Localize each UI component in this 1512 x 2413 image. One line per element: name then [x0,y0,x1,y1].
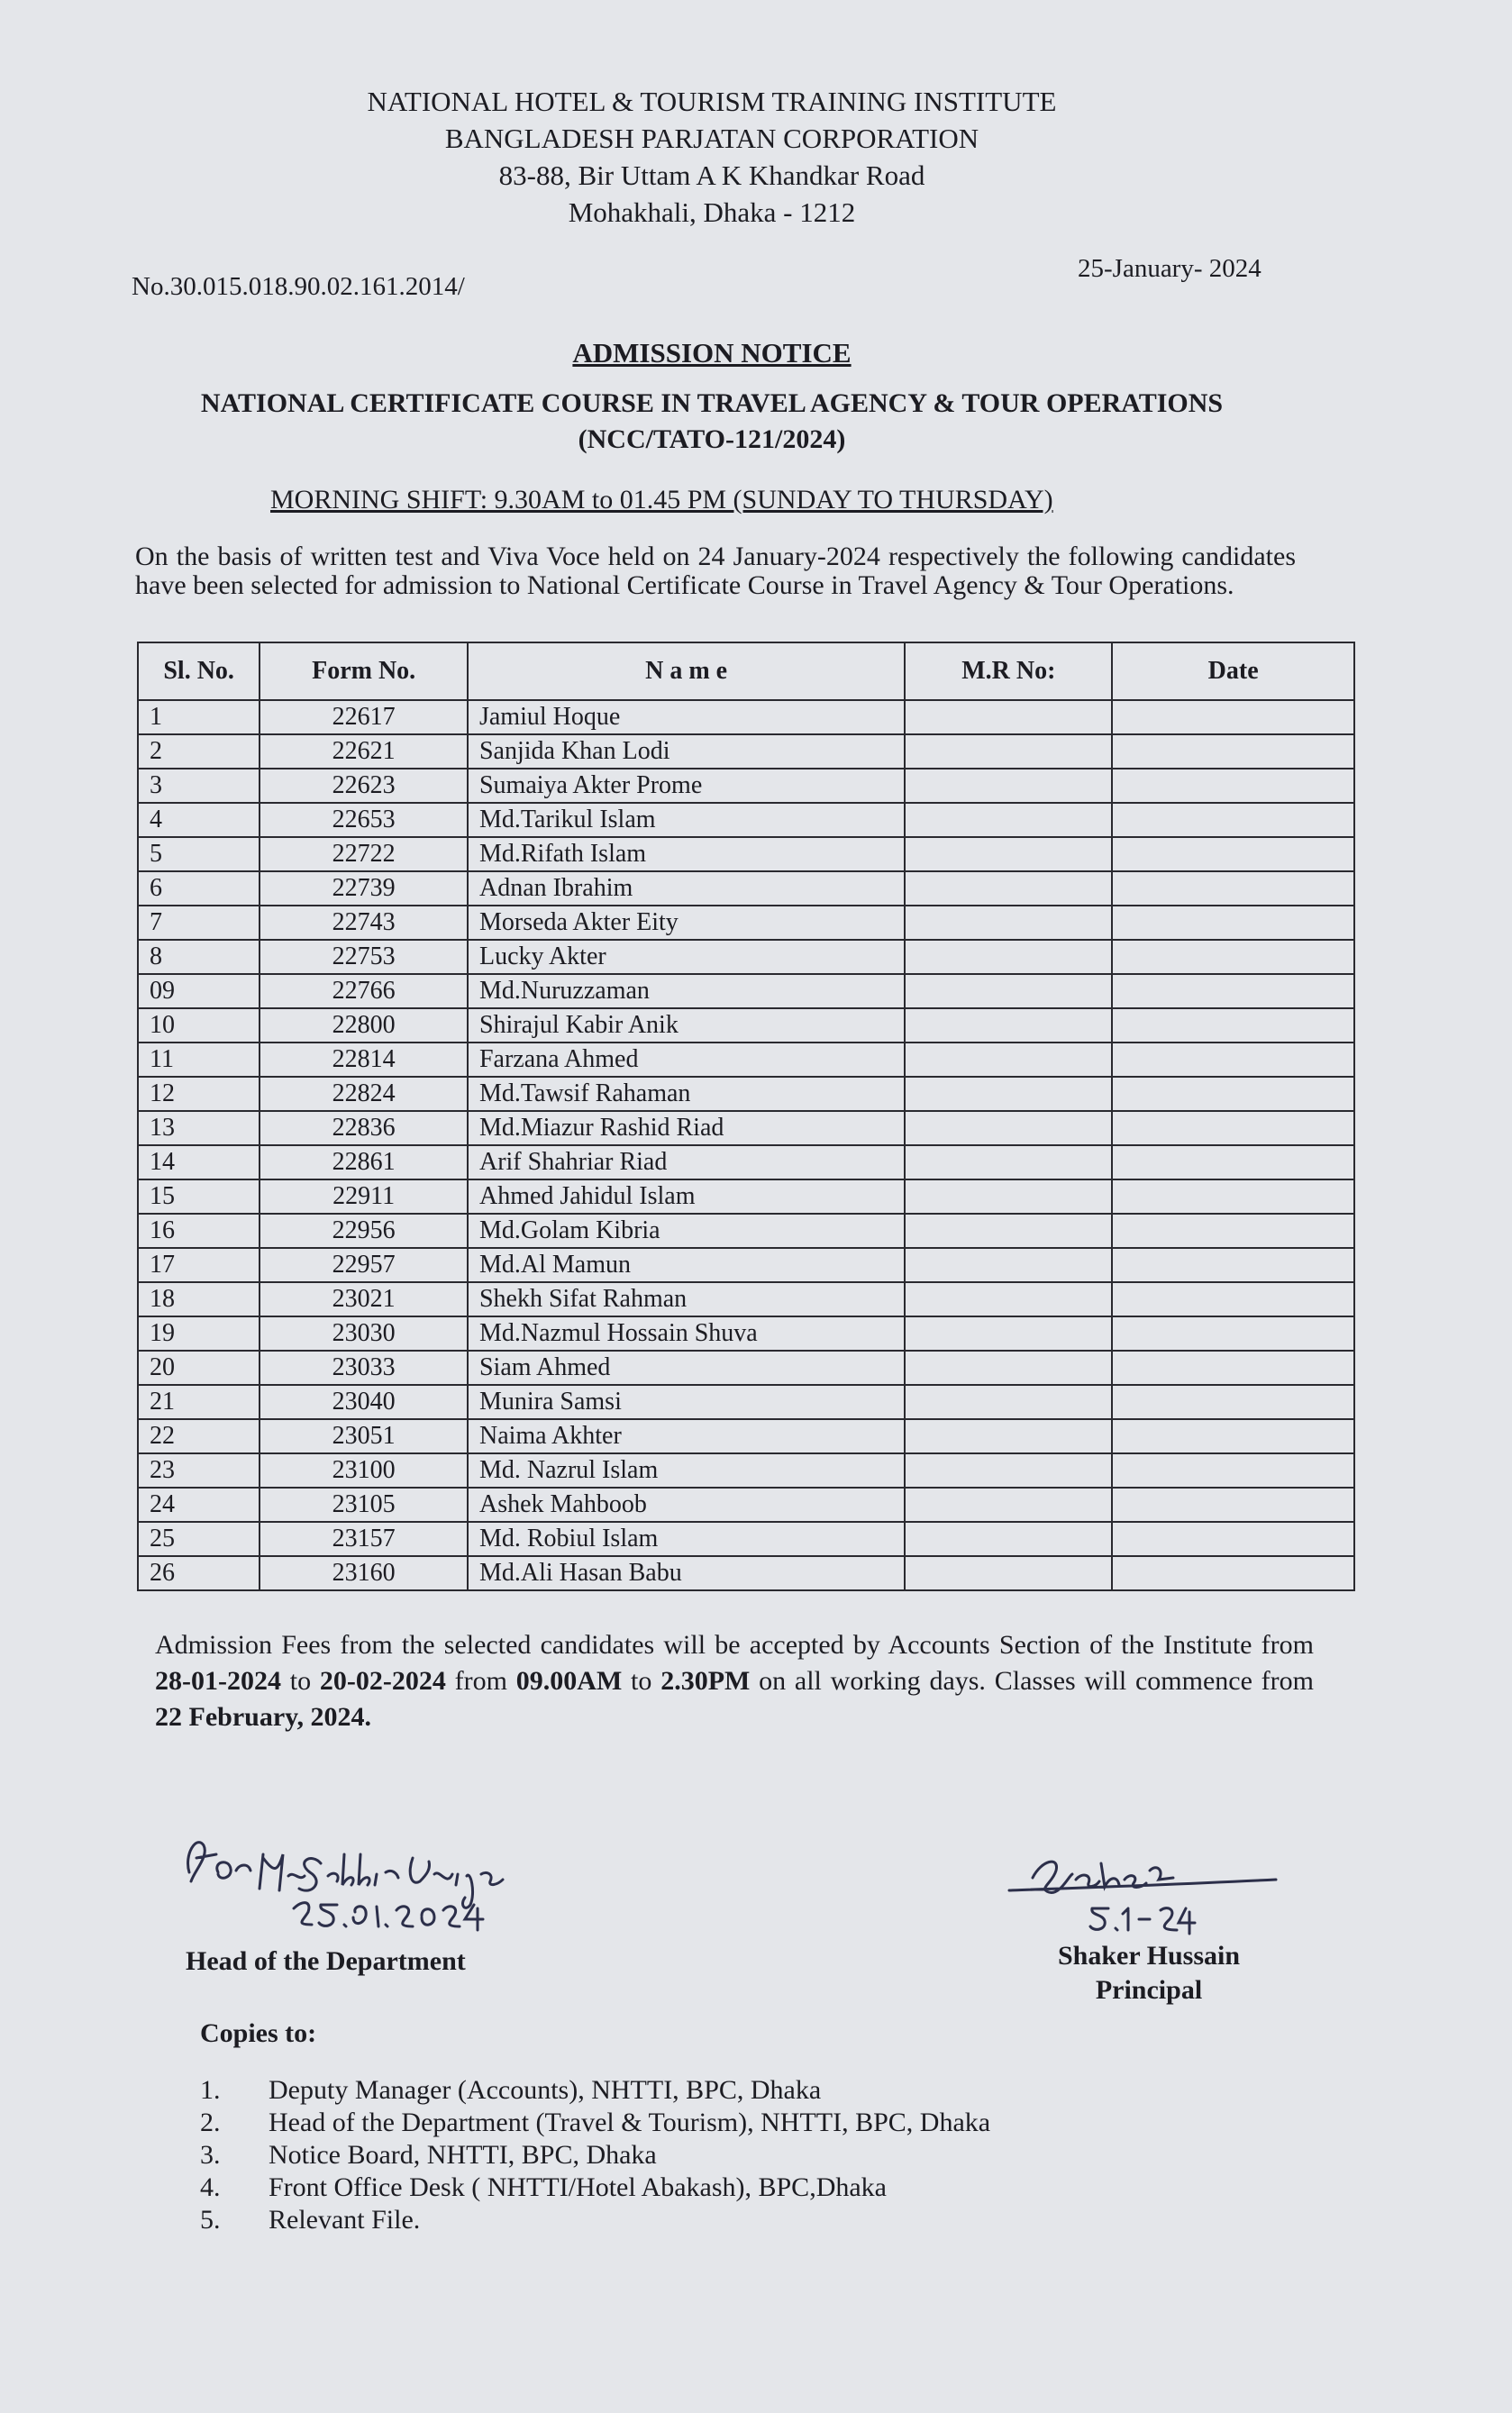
name-cell: Md.Nuruzzaman [468,974,905,1008]
table-row [138,734,1354,769]
mr-no-cell [905,1419,1112,1453]
copies-item [200,2107,990,2139]
mr-no-cell [905,940,1112,974]
table-row [138,837,1354,871]
name-cell: Md.Rifath Islam [468,837,905,871]
sl-no-cell: 3 [138,769,260,803]
form-no-cell: 22957 [260,1248,468,1282]
copies-item-text: Front Office Desk ( NHTTI/Hotel Abakash), BPC,Dhaka [269,2172,887,2202]
date-cell [1112,940,1354,974]
fees-paragraph [155,1627,1314,1735]
form-no-cell: 22753 [260,940,468,974]
name-cell: Morseda Akter Eity [468,906,905,940]
name-cell: Md.Nazmul Hossain Shuva [468,1316,905,1351]
table-row [138,940,1354,974]
mr-no-cell [905,871,1112,906]
fees-text: Admission Fees from the selected candidates will be accepted by Accounts Section of the Institute from [155,1630,1314,1660]
course-title: NATIONAL CERTIFICATE COURSE IN TRAVEL AGENCY & TOUR OPERATIONS [200,388,1224,418]
mr-no-cell [905,1351,1112,1385]
mr-no-cell [905,1385,1112,1419]
table-row [138,1248,1354,1282]
copies-item-number: 2. [200,2108,221,2137]
sl-no-cell: 09 [138,974,260,1008]
sl-no-cell: 1 [138,700,260,734]
table-row [138,906,1354,940]
copies-item-number: 3. [200,2140,221,2170]
form-no-cell: 23160 [260,1556,468,1590]
copies-item-number: 4. [200,2172,221,2202]
sl-no-cell: 11 [138,1043,260,1077]
mr-no-cell [905,1556,1112,1590]
fees-start-date: 28-01-2024 [155,1666,281,1696]
date-cell [1112,1488,1354,1522]
sl-no-cell: 23 [138,1453,260,1488]
fees-text: on all working days. Classes will commence from [750,1666,1314,1696]
header-mr-no: M.R No: [905,642,1112,700]
date-cell [1112,1008,1354,1043]
candidates-table [137,642,1355,1591]
date-cell [1112,1111,1354,1145]
table-row [138,1145,1354,1179]
sl-no-cell: 18 [138,1282,260,1316]
name-cell: Md.Al Mamun [468,1248,905,1282]
principal-name: Shaker Hussain [1057,1941,1241,1971]
header-date: Date [1112,642,1354,700]
sl-no-cell: 19 [138,1316,260,1351]
name-cell: Shekh Sifat Rahman [468,1282,905,1316]
letterhead [270,83,1153,231]
head-of-department-label: Head of the Department [186,1946,466,1976]
mr-no-cell [905,1179,1112,1214]
sl-no-cell: 6 [138,871,260,906]
table-row [138,1488,1354,1522]
sl-no-cell: 7 [138,906,260,940]
table-header-row [138,642,1354,700]
copies-item-text: Head of the Department (Travel & Tourism), NHTTI, BPC, Dhaka [269,2108,991,2137]
mr-no-cell [905,974,1112,1008]
date-cell [1112,1556,1354,1590]
header-sl-no: Sl. No. [138,642,260,700]
date-cell [1112,1248,1354,1282]
name-cell: Md.Golam Kibria [468,1214,905,1248]
form-no-cell: 23100 [260,1453,468,1488]
sl-no-cell: 13 [138,1111,260,1145]
fees-start-time: 09.00AM [515,1666,623,1696]
form-no-cell: 23030 [260,1316,468,1351]
copies-item-text: Relevant File. [269,2205,421,2235]
header-name: N a m e [468,642,905,700]
form-no-cell: 23105 [260,1488,468,1522]
reference-number: No.30.015.018.90.02.161.2014/ [132,272,465,301]
copies-item [200,2074,990,2107]
form-no-cell: 22766 [260,974,468,1008]
copies-label: Copies to: [200,2018,317,2048]
sl-no-cell: 10 [138,1008,260,1043]
name-cell: Naima Akhter [468,1419,905,1453]
name-cell: Md.Tarikul Islam [468,803,905,837]
form-no-cell: 22621 [260,734,468,769]
table-row [138,1556,1354,1590]
mr-no-cell [905,1111,1112,1145]
sl-no-cell: 24 [138,1488,260,1522]
fees-text: to [280,1666,320,1696]
form-no-cell: 23051 [260,1419,468,1453]
sl-no-cell: 2 [138,734,260,769]
table-row [138,700,1354,734]
form-no-cell: 22956 [260,1214,468,1248]
table-row [138,974,1354,1008]
mr-no-cell [905,1077,1112,1111]
date-cell [1112,871,1354,906]
form-no-cell: 22739 [260,871,468,906]
mr-no-cell [905,1043,1112,1077]
date-cell [1112,1419,1354,1453]
mr-no-cell [905,769,1112,803]
form-no-cell: 23157 [260,1522,468,1556]
table-row [138,769,1354,803]
date-cell [1112,769,1354,803]
table-row [138,1179,1354,1214]
form-no-cell: 22617 [260,700,468,734]
mr-no-cell [905,1248,1112,1282]
table-row [138,1351,1354,1385]
name-cell: Arif Shahriar Riad [468,1145,905,1179]
fees-end-date: 20-02-2024 [319,1666,446,1696]
institute-name: NATIONAL HOTEL & TOURISM TRAINING INSTITUTE [367,86,1057,117]
table-row [138,1385,1354,1419]
table-row [138,1282,1354,1316]
name-cell: Sumaiya Akter Prome [468,769,905,803]
mr-no-cell [905,734,1112,769]
mr-no-cell [905,700,1112,734]
corporation-name: BANGLADESH PARJATAN CORPORATION [444,123,979,154]
sl-no-cell: 5 [138,837,260,871]
sl-no-cell: 4 [138,803,260,837]
name-cell: Munira Samsi [468,1385,905,1419]
table-row [138,1077,1354,1111]
date-cell [1112,974,1354,1008]
form-no-cell: 22861 [260,1145,468,1179]
form-no-cell: 22722 [260,837,468,871]
principal-block [1027,1939,1271,2008]
table-row [138,1111,1354,1145]
copies-item-number: 1. [200,2075,221,2105]
name-cell: Md.Ali Hasan Babu [468,1556,905,1590]
name-cell: Sanjida Khan Lodi [468,734,905,769]
sl-no-cell: 15 [138,1179,260,1214]
name-cell: Ashek Mahboob [468,1488,905,1522]
table-row [138,1453,1354,1488]
address-line: 83-88, Bir Uttam A K Khandkar Road [498,159,925,191]
date-cell [1112,1385,1354,1419]
form-no-cell: 22824 [260,1077,468,1111]
form-no-cell: 23040 [260,1385,468,1419]
copies-item [200,2172,990,2204]
table-row [138,1522,1354,1556]
date-cell [1112,1351,1354,1385]
mr-no-cell [905,1008,1112,1043]
sl-no-cell: 17 [138,1248,260,1282]
form-no-cell: 22836 [260,1111,468,1145]
date-cell [1112,1043,1354,1077]
mr-no-cell [905,803,1112,837]
form-no-cell: 22911 [260,1179,468,1214]
mr-no-cell [905,1214,1112,1248]
mr-no-cell [905,1488,1112,1522]
notice-title: ADMISSION NOTICE [572,337,852,369]
notice-date: 25-January- 2024 [1078,254,1262,283]
date-cell [1112,1179,1354,1214]
class-start-date: 22 February, 2024. [155,1702,371,1732]
name-cell: Jamiul Hoque [468,700,905,734]
mr-no-cell [905,1145,1112,1179]
mr-no-cell [905,906,1112,940]
date-cell [1112,803,1354,837]
copies-item [200,2204,990,2236]
name-cell: Adnan Ibrahim [468,871,905,906]
sl-no-cell: 14 [138,1145,260,1179]
mr-no-cell [905,837,1112,871]
name-cell: Ahmed Jahidul Islam [468,1179,905,1214]
date-cell [1112,837,1354,871]
form-no-cell: 23021 [260,1282,468,1316]
form-no-cell: 23033 [260,1351,468,1385]
fees-text: to [622,1666,661,1696]
mr-no-cell [905,1316,1112,1351]
table-row [138,803,1354,837]
date-cell [1112,1453,1354,1488]
copies-item-text: Deputy Manager (Accounts), NHTTI, BPC, Dhaka [269,2075,822,2105]
copies-item-number: 5. [200,2205,221,2235]
date-cell [1112,734,1354,769]
mr-no-cell [905,1453,1112,1488]
table-row [138,1008,1354,1043]
form-no-cell: 22623 [260,769,468,803]
mr-no-cell [905,1282,1112,1316]
form-no-cell: 22800 [260,1008,468,1043]
name-cell: Shirajul Kabir Anik [468,1008,905,1043]
fees-text: from [445,1666,516,1696]
head-of-department-signature [177,1818,555,1944]
intro-paragraph: On the basis of written test and Viva Voce held on 24 January-2024 respectively the following candidates have been selected for admission to National Certificate Course in Travel Agency & Tour Operations. [135,542,1296,600]
city-line: Mohakhali, Dhaka - 1212 [568,196,856,228]
name-cell: Md. Robiul Islam [468,1522,905,1556]
mr-no-cell [905,1522,1112,1556]
sl-no-cell: 20 [138,1351,260,1385]
sl-no-cell: 22 [138,1419,260,1453]
sl-no-cell: 16 [138,1214,260,1248]
table-row [138,1419,1354,1453]
principal-title: Principal [1095,1975,1203,2005]
table-row [138,871,1354,906]
shift-timing: MORNING SHIFT: 9.30AM to 01.45 PM (SUNDAY TO THURSDAY) [270,485,1053,514]
fees-end-time: 2.30PM [660,1666,751,1696]
course-code: (NCC/TATO-121/2024) [578,424,846,454]
name-cell: Farzana Ahmed [468,1043,905,1077]
sl-no-cell: 12 [138,1077,260,1111]
date-cell [1112,1316,1354,1351]
name-cell: Siam Ahmed [468,1351,905,1385]
course-heading [126,386,1298,458]
date-cell [1112,1522,1354,1556]
sl-no-cell: 8 [138,940,260,974]
date-cell [1112,1214,1354,1248]
name-cell: Lucky Akter [468,940,905,974]
form-no-cell: 22743 [260,906,468,940]
date-cell [1112,1282,1354,1316]
form-no-cell: 22653 [260,803,468,837]
date-cell [1112,700,1354,734]
table-row [138,1214,1354,1248]
name-cell: Md. Nazrul Islam [468,1453,905,1488]
name-cell: Md.Miazur Rashid Riad [468,1111,905,1145]
date-cell [1112,1077,1354,1111]
date-cell [1112,906,1354,940]
sl-no-cell: 25 [138,1522,260,1556]
principal-signature [1006,1844,1285,1943]
date-cell [1112,1145,1354,1179]
sl-no-cell: 26 [138,1556,260,1590]
table-body [138,700,1354,1590]
form-no-cell: 22814 [260,1043,468,1077]
copies-list [200,2074,990,2236]
sl-no-cell: 21 [138,1385,260,1419]
table-row [138,1316,1354,1351]
copies-item [200,2139,990,2172]
header-form-no: Form No. [260,642,468,700]
copies-item-text: Notice Board, NHTTI, BPC, Dhaka [269,2140,657,2170]
table-row [138,1043,1354,1077]
name-cell: Md.Tawsif Rahaman [468,1077,905,1111]
